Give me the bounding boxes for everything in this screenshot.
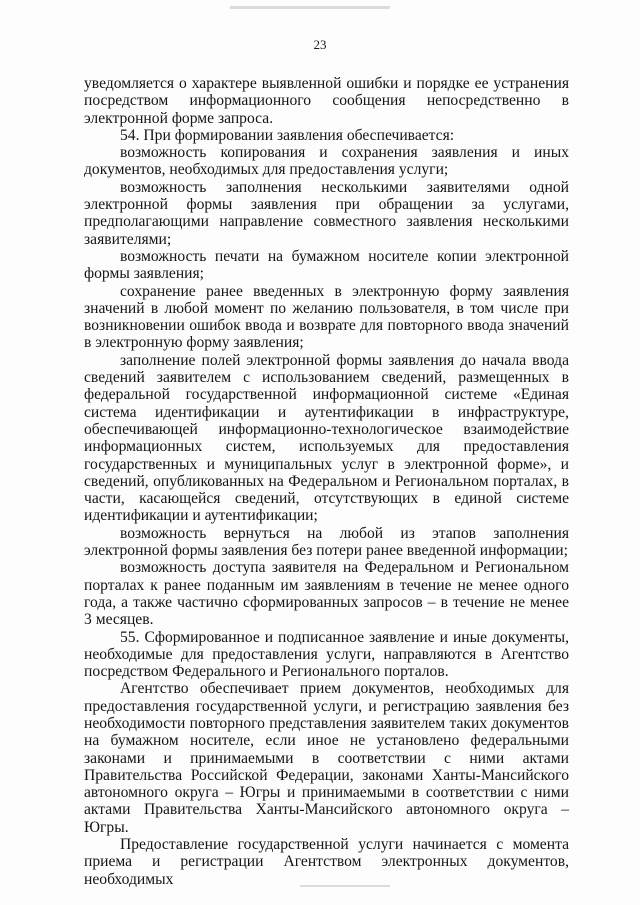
paragraph: возможность печати на бумажном носителе копии электронной формы заявления; bbox=[84, 247, 569, 283]
paragraph: уведомляется о характере выявленной ошибки и порядке ее устранения посредством информационного сообщения непосредственно в электронной форме запроса. bbox=[84, 75, 569, 127]
paragraph: заполнение полей электронной формы заявления до начала ввода сведений заявителем с использованием сведений, размещенных в федеральной государственной информационной системе «Единая система идентификации и аутентификации в инфраструктуре, обеспечивающей информационно-технологическое взаимодействие информационных систем, используемых для предоставления государственных и муниципальных услуг в электронной форме», и сведений, опубликованных на Федеральном и Региональном порталах, в части, касающейся сведений, отсутствующих в единой системе идентификации и аутентификации; bbox=[84, 351, 569, 525]
paragraph: Предоставление государственной услуги начинается с момента приема и регистрации Агентством электронных документов, необходимых bbox=[84, 836, 569, 888]
scan-artifact-top bbox=[230, 6, 390, 9]
page-number: 23 bbox=[313, 37, 327, 52]
paragraph: сохранение ранее введенных в электронную форму заявления значений в любой момент по желанию пользователя, в том числе при возникновении ошибок ввода и возврате для повторного ввода значений в электронную форму заявления; bbox=[84, 282, 569, 352]
document-body bbox=[84, 75, 569, 888]
paragraph: возможность заполнения несколькими заявителями одной электронной формы заявления при обращении за услугами, предполагающими направление совместного заявления несколькими заявителями; bbox=[84, 178, 569, 248]
paragraph-item-54: 54. При формировании заявления обеспечивается: bbox=[120, 126, 455, 144]
paragraph-item-55: 55. Сформированное и подписанное заявление и иные документы, необходимые для предоставления услуги, направляются в Агентство посредством Федерального и Регионального порталов. bbox=[84, 628, 569, 681]
paragraph: возможность доступа заявителя на Федеральном и Региональном порталах к ранее поданным им заявлениям в течение не менее одного года, а также частично сформированных запросов – в течение не менее 3 месяцев. bbox=[84, 559, 569, 629]
paragraph: Агентство обеспечивает прием документов, необходимых для предоставления государственной услуги, и регистрацию заявления без необходимости повторного представления заявителем таких документов на бумажном носителе, если иное не установлено федеральными законами и принимаемыми в соответствии с ними актами Правительства Российской Федерации, законами Ханты-Мансийского автономного округа – Югры и принимаемыми в соответствии с ними актами Правительства Ханты-Мансийского автономного округа – Югры. bbox=[84, 680, 569, 836]
paragraph: возможность копирования и сохранения заявления и иных документов, необходимых для предоставления услуги; bbox=[84, 144, 569, 179]
paragraph: возможность вернуться на любой из этапов заполнения электронной формы заявления без потери ранее введенной информации; bbox=[84, 524, 569, 560]
